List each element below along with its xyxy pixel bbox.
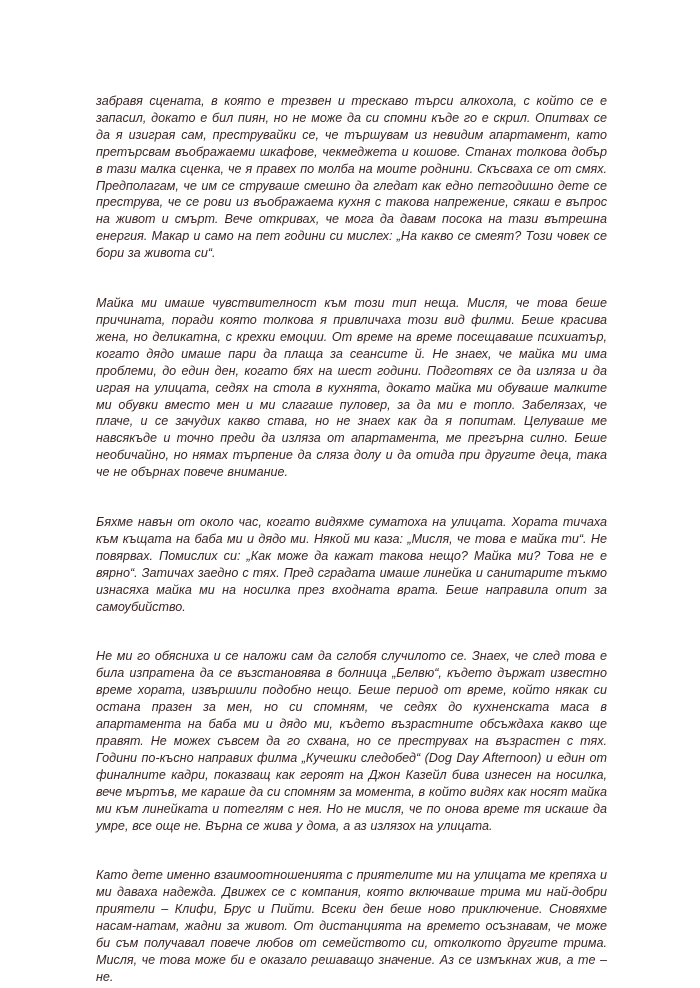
paragraph-2: Майка ми имаше чувствителност към този тип неща. Мисля, че това беше причината, поради която толкова я привличаха този вид филми. Беше красива жена, но деликатна, с крехки емоции. От време на време посещаваше психиатър, когато дядо имаше пари да плаща за сеансите й. Не знаех, че майка ми има проблеми, до един ден, когато бях на шест години. Подготвях се да изляза и да играя на улицата, седях на стола в кухнята, докато майка ми обуваше малките ми обувки вместо мен и ми слагаше пуловер, за да ми е топло. Забелязах, че плаче, и се зачудих какво става, но не знаех как да я попитам. Целуваше ме навсякъде и точно преди да изляза от апартамента, ме прегърна силно. Беше необичайно, но нямах търпение да сляза долу и да отида при другите деца, така че не обърнах повече внимание. bbox=[96, 296, 607, 480]
document-page bbox=[96, 93, 607, 986]
paragraph-4: Не ми го обясниха и се наложи сам да сглобя случилото се. Знаех, че след това е била изпратена да се възстановява в болница „Белвю“, където държат известно време хората, извършили подобно нещо. Беше период от време, който някак си остана празен за мен, но си спомням, че седях до кухненската маса в апартамента на баба ми и дядо ми, където възрастните обсъждаха какво ще правят. Не можех съвсем да го схвана, но се преструвах на възрастен с тях. Години по-късно направих филма „Кучешки следобед“ (Dog Day Afternoon) и един от финалните кадри, показващ как героят на Джон Казейл бива изнесен на носилка, вече мъртъв, ме караше да си спомням за момента, в който видях как носят майка ми към линейката и потеглям с нея. Но не мисля, че по онова време тя искаше да умре, все още не. Върна се жива у дома, а аз излязох на улицата. bbox=[96, 649, 607, 833]
paragraph-1: забравя сцената, в която е трезвен и трескаво търси алкохола, с който се е запасил, докато е бил пиян, но не може да си спомни къде го е скрил. Опитвах се да я изиграя сам, преструвайки се, че тършувам из невидим апартамент, като претърсвам въображаеми шкафове, чекмеджета и кошове. Станах толкова добър в тази малка сценка, че я правех по молба на моите роднини. Скъсваха се от смях. Предполагам, че им се струваше смешно да гледат как едно петгодишно дете се преструва, че се рови из въображаема кухня с такова напрежение, сякаш е въпрос на живот и смърт. Вече откривах, че мога да давам посока на тази вътрешна енергия. Макар и само на пет години си мислех: „На какво се смеят? Този човек се бори за живота си“. bbox=[96, 94, 607, 261]
paragraph-5: Като дете именно взаимоотношенията с приятелите ми на улицата ме крепяха и ми даваха надежда. Движех се с компания, която включваше трима ми най-добри приятели – Клифи, Брус и Пийти. Всеки ден беше ново приключение. Сновяхме насам-натам, жадни за живот. От дистанцията на времето осъзнавам, че може би съм получавал повече любов от семейството си, отколкото другите трима. Мисля, че това може би е оказало решаващо значение. Аз се измъкнах жив, а те – не. bbox=[96, 868, 607, 984]
paragraph-3: Бяхме навън от около час, когато видяхме суматоха на улицата. Хората тичаха към къщата на баба ми и дядо ми. Някой ми каза: „Мисля, че това е майка ти“. Не повярвах. Помислих си: „Как може да кажат такова нещо? Майка ми? Това не е вярно“. Затичах заедно с тях. Пред сградата имаше линейка и санитарите тъкмо изнасяха майка ми на носилка през входната врата. Беше направила опит за самоубийство. bbox=[96, 515, 607, 614]
